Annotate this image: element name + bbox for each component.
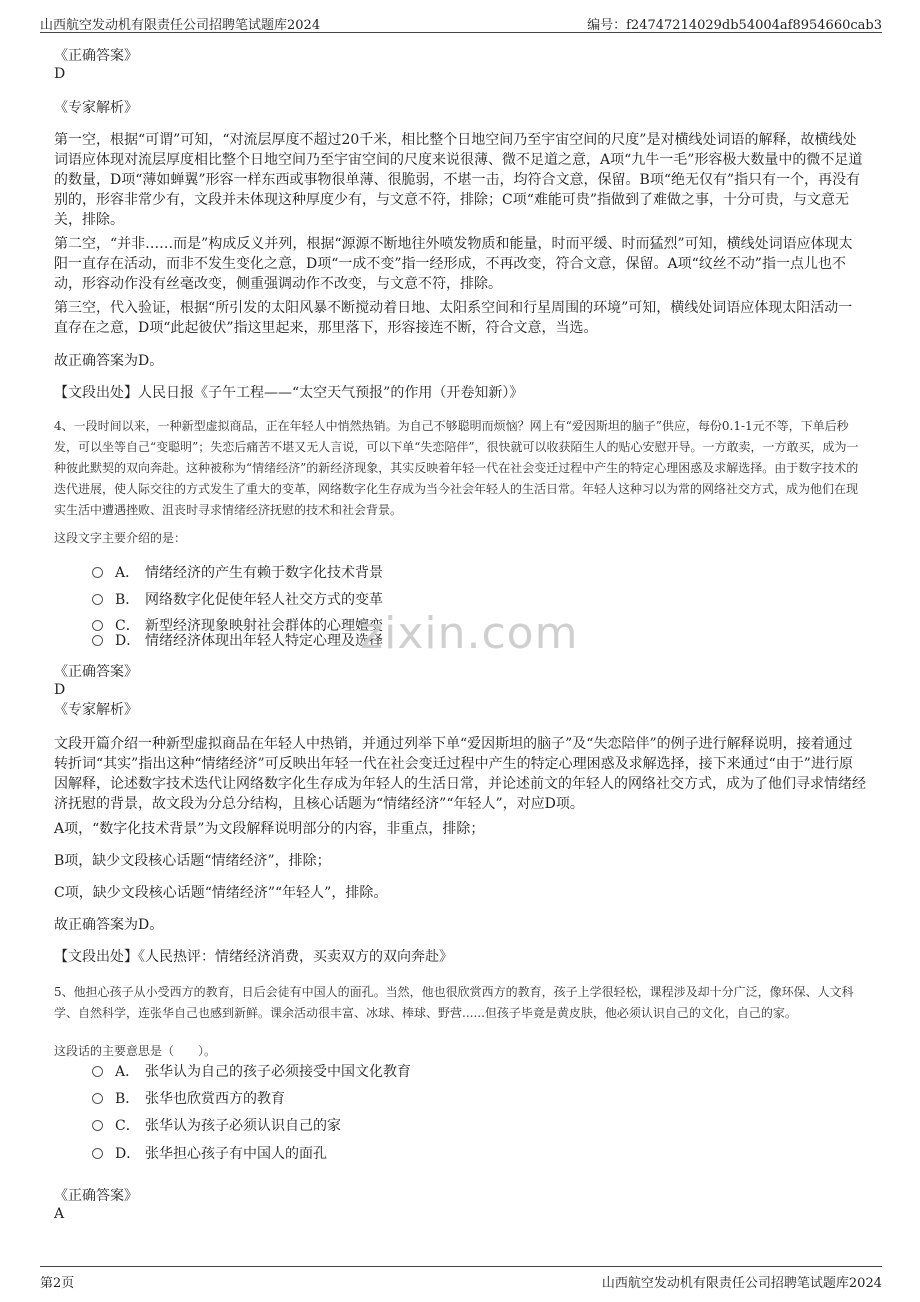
q3-analysis-para-2: 第二空，“并非……而是”构成反义并列，根据“源源不断地往外喷发物质和能量，时而平缓、时而猛烈”可知，横线处词语应体现太阳一直存在活动，而非不发生变化之意，D项“一成不变”指一经形成，不再改变，符合文意，保留。A项“纹丝不动”指一点儿也不动，形容动作没有丝毫改变，侧重强调动作不改变，与文意不符，排除。 (54, 236, 853, 292)
footer-page-number: 第2页 (40, 1276, 75, 1291)
radio-icon[interactable] (92, 1120, 103, 1131)
q5-stem: 5、他担心孩子从小受西方的教育，日后会徒有中国人的面孔。当然，他也很欣赏西方的教育，孩子上学很轻松，课程涉及却十分广泛，像环保、人文科学、自然科学，连张华自己也感到新鲜。课余活动很丰富、冰球、棒球、野营......但孩子毕竟是黄皮肤，他必须认识自己的文化，自己的家。 (54, 985, 854, 1020)
q3-answer-label: 《正确答案》 (54, 48, 138, 64)
header-title: 山西航空发动机有限责任公司招聘笔试题库2024 (40, 18, 321, 33)
q5-question: 这段话的主要意思是（ ）。 (54, 1044, 217, 1058)
q4-analysis-para-1: 文段开篇介绍一种新型虚拟商品在年轻人中热销，并通过列举下单“爱因斯坦的脑子”及“失恋陪伴”的例子进行解释说明，接着通过转折词“其实”指出这种“情绪经济”可反映出年轻一代在社会变迁过程中产生的特定心理困惑及求解选择，接下来通过“由于”进行原因解释，论述数字技术迭代让网络数字化生存成为年轻人的生活日常，并论述前文的年轻人的网络社交方式，成为了他们寻求情绪经济抚慰的背景，故文段为分总分结构，且核心话题为“情绪经济”“年轻人”，对应D项。 (54, 736, 866, 812)
q4-analysis-label: 《专家解析》 (54, 702, 138, 718)
page-footer (40, 1266, 882, 1291)
q4-conclusion: 故正确答案为D。 (54, 917, 164, 933)
radio-icon[interactable] (92, 594, 103, 605)
q4-stem: 4、一段时间以来，一种新型虚拟商品，正在年轻人中悄然热销。为自己不够聪明而烦恼？网上有“爱因斯坦的脑子”供应，每份0.1-1元不等，下单后秒发，可以坐等自己“变聪明”；失恋后痛苦不堪又无人言说，可以下单“失恋陪伴”，很快就可以收获陌生人的贴心安慰开导。一方敢卖，一方敢买，成为一种彼此默契的双向奔赴。这种被称为“情绪经济”的新经济现象，其实反映着年轻一代在社会变迁过程中产生的特定心理困惑及求解选择。由于数字技术的迭代进展，使人际交往的方式发生了重大的变革，网络数字化生存成为当今社会年轻人的生活日常。年轻人这种习以为常的网络社交方式，成为他们在现实生活中遭遇挫败、沮丧时寻求情绪经济抚慰的技术和社会背景。 (54, 419, 859, 517)
q4-option-d[interactable]: D． 情绪经济体现出年轻人特定心理及选择 (92, 631, 383, 651)
q3-source: 【文段出处】人民日报《子午工程——“太空天气预报”的作用（开卷知新）》 (54, 385, 524, 401)
q3-conclusion: 故正确答案为D。 (54, 353, 164, 369)
q4-analysis-b: B项，缺少文段核心话题“情绪经济”，排除； (54, 853, 331, 869)
q3-analysis-para-3: 第三空，代入验证，根据“所引发的太阳风暴不断搅动着日地、太阳系空间和行星周围的环境”可知，横线处词语应体现太阳活动一直存在之意，D项“此起彼伏”指这里起来，那里落下，形容接连不断，符合文意，当选。 (54, 300, 853, 336)
q5-answer: A (54, 1206, 65, 1222)
q4-analysis-c: C项，缺少文段核心话题“情绪经济”“年轻人”，排除。 (54, 885, 388, 901)
q4-option-b[interactable]: B． 网络数字化促使年轻人社交方式的变革 (92, 590, 383, 610)
q4-analysis-a: A项，“数字化技术背景”为文段解释说明部分的内容，非重点，排除； (54, 821, 485, 837)
footer-title: 山西航空发动机有限责任公司招聘笔试题库2024 (601, 1276, 882, 1291)
header-serial: 编号：f24747214029db54004af8954660cab3 (587, 18, 882, 33)
page-header (40, 10, 882, 33)
radio-icon[interactable] (92, 620, 103, 631)
radio-icon[interactable] (92, 1093, 103, 1104)
q5-answer-label: 《正确答案》 (54, 1188, 138, 1204)
q4-question: 这段文字主要介绍的是： (54, 531, 187, 545)
q5-option-c[interactable]: C． 张华认为孩子必须认识自己的家 (92, 1116, 341, 1136)
q3-analysis-label: 《专家解析》 (54, 100, 138, 116)
q5-option-d[interactable]: D． 张华担心孩子有中国人的面孔 (92, 1144, 327, 1164)
radio-icon[interactable] (92, 1066, 103, 1077)
q3-answer: D (54, 66, 66, 82)
q3-analysis-para-1: 第一空，根据“可谓”可知，“对流层厚度不超过20千米，相比整个日地空间乃至宇宙空间的尺度”是对横线处词语的解释，故横线处词语应体现对流层厚度相比整个日地空间乃至宇宙空间的尺度来说很薄、微不足道之意，A项“九牛一毛”形容极大数量中的微不足道的数量，D项“薄如蝉翼”形容一样东西或事物很单薄、很脆弱，不堪一击，均符合文意，保留。B项“绝无仅有”指只有一个，再没有别的，形容非常少有，文段并未体现这种厚度少有，与文意不符，排除；C项“难能可贵”指做到了难做之事，十分可贵，与文意无关，排除。 (54, 132, 863, 228)
q5-option-b[interactable]: B． 张华也欣赏西方的教育 (92, 1089, 285, 1109)
q4-option-c[interactable]: C． 新型经济现象映射社会群体的心理嬗变 (92, 616, 383, 636)
q4-answer: D (54, 682, 66, 698)
q4-source: 【文段出处】《人民热评：情绪经济消费，买卖双方的双向奔赴》 (54, 949, 453, 965)
radio-icon[interactable] (92, 635, 103, 646)
q4-option-a[interactable]: A． 情绪经济的产生有赖于数字化技术背景 (92, 563, 383, 583)
radio-icon[interactable] (92, 567, 103, 578)
radio-icon[interactable] (92, 1148, 103, 1159)
watermark: zixin.com (360, 608, 579, 659)
q4-answer-label: 《正确答案》 (54, 664, 138, 680)
q5-option-a[interactable]: A． 张华认为自己的孩子必须接受中国文化教育 (92, 1062, 411, 1082)
